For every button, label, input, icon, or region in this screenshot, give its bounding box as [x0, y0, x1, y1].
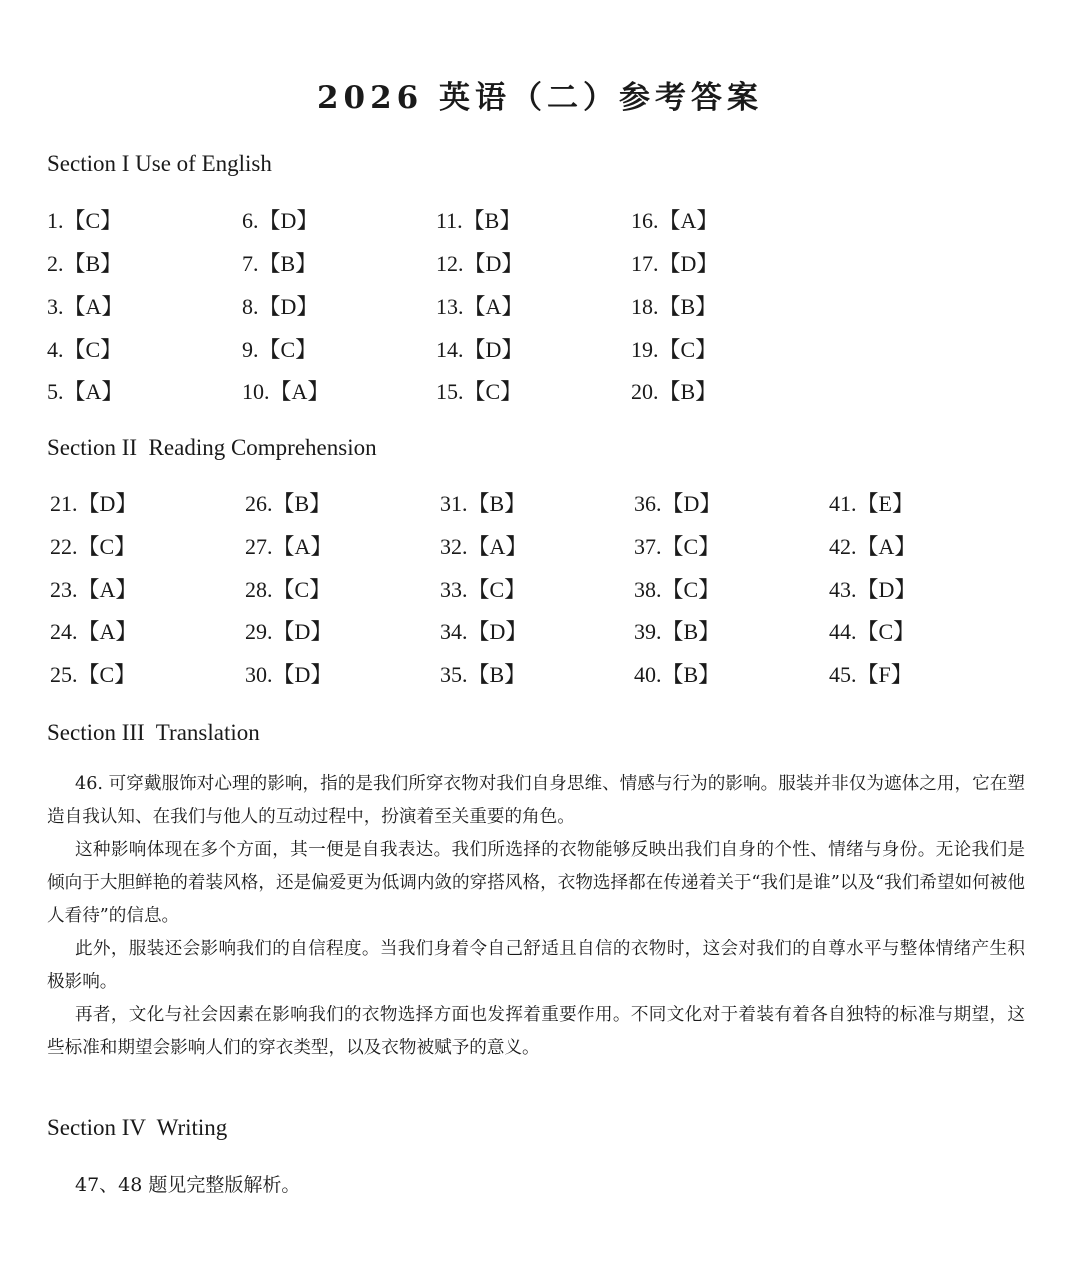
section-heading-translation: Section III Translation: [47, 720, 260, 745]
answer-item-24: 44.【C】: [829, 619, 916, 644]
translation-paragraph-1: 46. 可穿戴服饰对心理的影响，指的是我们所穿衣物对我们自身思维、情感与行为的影响。服装并非仅为遮体之用，它在塑造自我认知、在我们与他人的互动过程中，扮演着至关重要的角色。: [47, 774, 1025, 827]
translation-paragraph-3: 此外，服装还会影响我们的自信程度。当我们身着令自己舒适且自信的衣物时，这会对我们的自尊水平与整体情绪产生积极影响。: [47, 939, 1025, 992]
answer-item-3: 23.【A】: [50, 577, 138, 602]
answer-item-11: 11.【B】: [436, 208, 522, 233]
answer-item-3: 3.【A】: [47, 294, 124, 319]
answer-item-19: 19.【C】: [631, 337, 718, 362]
answer-item-20: 20.【B】: [631, 379, 718, 404]
answer-item-12: 32.【A】: [440, 534, 528, 559]
answer-item-25: 45.【F】: [829, 662, 913, 687]
answer-item-13: 33.【C】: [440, 577, 527, 602]
answer-item-9: 29.【D】: [245, 619, 333, 644]
writing-note: 47、48 题见完整版解析。: [75, 1174, 301, 1196]
answer-item-15: 35.【B】: [440, 662, 527, 687]
answer-item-21: 41.【E】: [829, 491, 914, 516]
answer-item-22: 42.【A】: [829, 534, 917, 559]
answer-item-6: 6.【D】: [242, 208, 319, 233]
answer-item-16: 16.【A】: [631, 208, 719, 233]
section-heading-writing: Section IV Writing: [47, 1115, 228, 1140]
answer-item-18: 38.【C】: [634, 577, 721, 602]
section-heading-reading-comprehension: Section II Reading Comprehension: [47, 435, 377, 460]
translation-paragraph-4: 再者，文化与社会因素在影响我们的衣物选择方面也发挥着重要作用。不同文化对于着装有着各自独特的标准与期望，这些标准和期望会影响人们的穿衣类型，以及衣物被赋予的意义。: [47, 1005, 1025, 1058]
answer-item-19: 39.【B】: [634, 619, 721, 644]
answer-item-1: 1.【C】: [47, 208, 123, 233]
answer-item-23: 43.【D】: [829, 577, 917, 602]
answer-item-17: 37.【C】: [634, 534, 721, 559]
answer-item-6: 26.【B】: [245, 491, 332, 516]
answer-item-20: 40.【B】: [634, 662, 721, 687]
answer-item-12: 12.【D】: [436, 251, 524, 276]
answer-item-7: 27.【A】: [245, 534, 333, 559]
answer-item-2: 2.【B】: [47, 251, 123, 276]
answer-item-10: 10.【A】: [242, 379, 330, 404]
translation-paragraph-2: 这种影响体现在多个方面，其一便是自我表达。我们所选择的衣物能够反映出我们自身的个性、情绪与身份。无论我们是倾向于大胆鲜艳的着装风格，还是偏爱更为低调内敛的穿搭风格，衣物选择都在传递着关于“我们是谁”以及“我们希望如何被他人看待”的信息。: [47, 840, 1025, 926]
answer-item-17: 17.【D】: [631, 251, 719, 276]
answer-item-10: 30.【D】: [245, 662, 333, 687]
answer-item-1: 21.【D】: [50, 491, 138, 516]
answer-item-2: 22.【C】: [50, 534, 137, 559]
answer-item-8: 28.【C】: [245, 577, 332, 602]
answer-item-5: 5.【A】: [47, 379, 124, 404]
section-heading-use-of-english: Section I Use of English: [47, 151, 272, 176]
answer-item-14: 14.【D】: [436, 337, 524, 362]
answer-item-9: 9.【C】: [242, 337, 318, 362]
answer-item-8: 8.【D】: [242, 294, 319, 319]
answer-item-15: 15.【C】: [436, 379, 523, 404]
answer-item-4: 4.【C】: [47, 337, 123, 362]
page-title: 2026 英语（二）参考答案: [316, 80, 764, 116]
answer-item-5: 25.【C】: [50, 662, 137, 687]
answer-item-13: 13.【A】: [436, 294, 524, 319]
answer-item-11: 31.【B】: [440, 491, 527, 516]
answer-item-18: 18.【B】: [631, 294, 718, 319]
answer-item-14: 34.【D】: [440, 619, 528, 644]
answer-item-4: 24.【A】: [50, 619, 138, 644]
answer-item-7: 7.【B】: [242, 251, 318, 276]
answer-item-16: 36.【D】: [634, 491, 722, 516]
